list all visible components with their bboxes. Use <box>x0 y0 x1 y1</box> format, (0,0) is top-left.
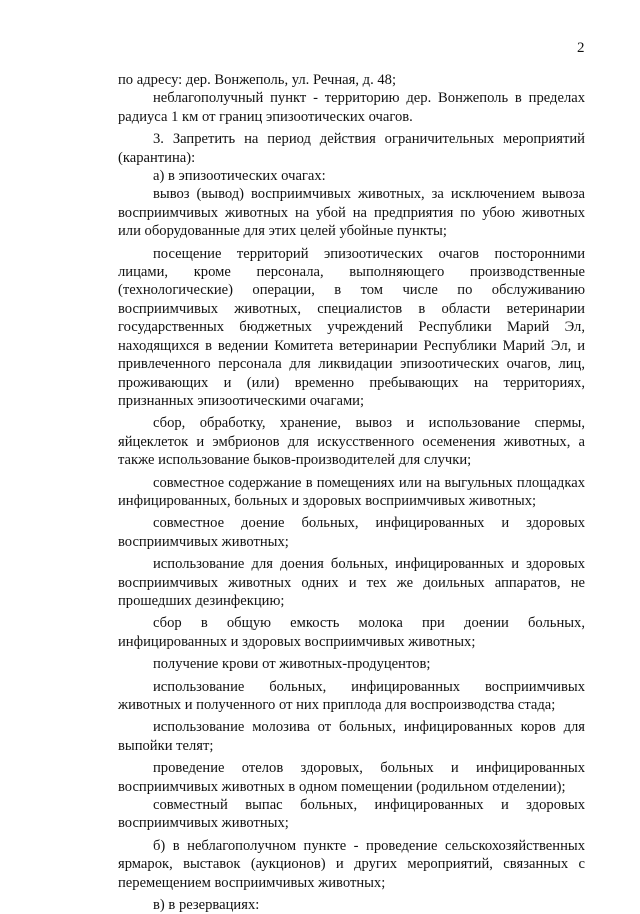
paragraph-milking-machines: использование для доения больных, инфицированных и здоровых восприимчивых животных одних и тех же доильных аппаратов, не прошедших дезинфекцию; <box>118 556 585 609</box>
paragraph-clause-3: 3. Запретить на период действия ограничительных мероприятий (карантина): <box>118 131 585 166</box>
paragraph-milk-collection: сбор в общую емкость молока при доении больных, инфицированных и здоровых восприимчивых животных; <box>118 615 585 650</box>
paragraph-colostrum-use: использование молозива от больных, инфицированных коров для выпойки телят; <box>118 719 585 754</box>
paragraph-joint-milking: совместное доение больных, инфицированных и здоровых восприимчивых животных; <box>118 515 585 550</box>
paragraph-semen-ban: сбор, обработку, хранение, вывоз и использование спермы, яйцеклеток и эмбрионов для искусственного осеменения животных, а также использование быков-производителей для случки; <box>118 415 585 469</box>
paragraph-export-ban: вывоз (вывод) восприимчивых животных, за исключением вывоза восприимчивых животных на убой на предприятия по убою животных или оборудованные для этих целей убойные пункты; <box>118 186 585 240</box>
page-number: 2 <box>577 40 585 56</box>
paragraph-subclause-b: б) в неблагополучном пункте - проведение сельскохозяйственных ярмарок, выставок (аукционов) и других мероприятий, связанных с перемещением восприимчивых животных; <box>118 837 585 891</box>
paragraph-subclause-v: в) в резервациях: <box>153 897 260 914</box>
paragraph-subclause-a: а) в эпизоотических очагах: <box>153 168 326 185</box>
paragraph-calving: проведение отелов здоровых, больных и инфицированных восприимчивых животных в одном помещении (родильном отделении); <box>118 760 585 795</box>
paragraph-joint-keeping: совместное содержание в помещениях или на выгульных площадках инфицированных, больных и здоровых восприимчивых животных; <box>118 474 585 509</box>
paragraph-joint-grazing: совместный выпас больных, инфицированных и здоровых восприимчивых животных; <box>118 797 585 832</box>
document-body <box>118 71 585 914</box>
paragraph-address: по адресу: дер. Вонжеполь, ул. Речная, д. 48; <box>118 72 397 88</box>
paragraph-breeding-use: использование больных, инфицированных восприимчивых животных и полученного от них приплода для воспроизводства стада; <box>118 678 585 713</box>
paragraph-unfavorable-point: неблагополучный пункт - территорию дер. Вонжеполь в пределах радиуса 1 км от границ эпизоотических очагов. <box>118 90 585 125</box>
paragraph-visit-ban: посещение территорий эпизоотических очагов посторонними лицами, кроме персонала, выполняющего производственные (технологические) операции, в том числе по обслуживанию восприимчивых животных, специалистов в области ветеринарии государственных бюджетных учреждений Республики Марий Эл, находящихся в ведении Комитета ветеринарии Республики Марий Эл, и привлеченного персонала для ликвидации эпизоотических очагов, лиц, проживающих и (или) временно пребывающих на территориях, признанных эпизоотическими очагами; <box>118 245 585 409</box>
paragraph-blood-collection: получение крови от животных-продуцентов; <box>153 656 431 673</box>
